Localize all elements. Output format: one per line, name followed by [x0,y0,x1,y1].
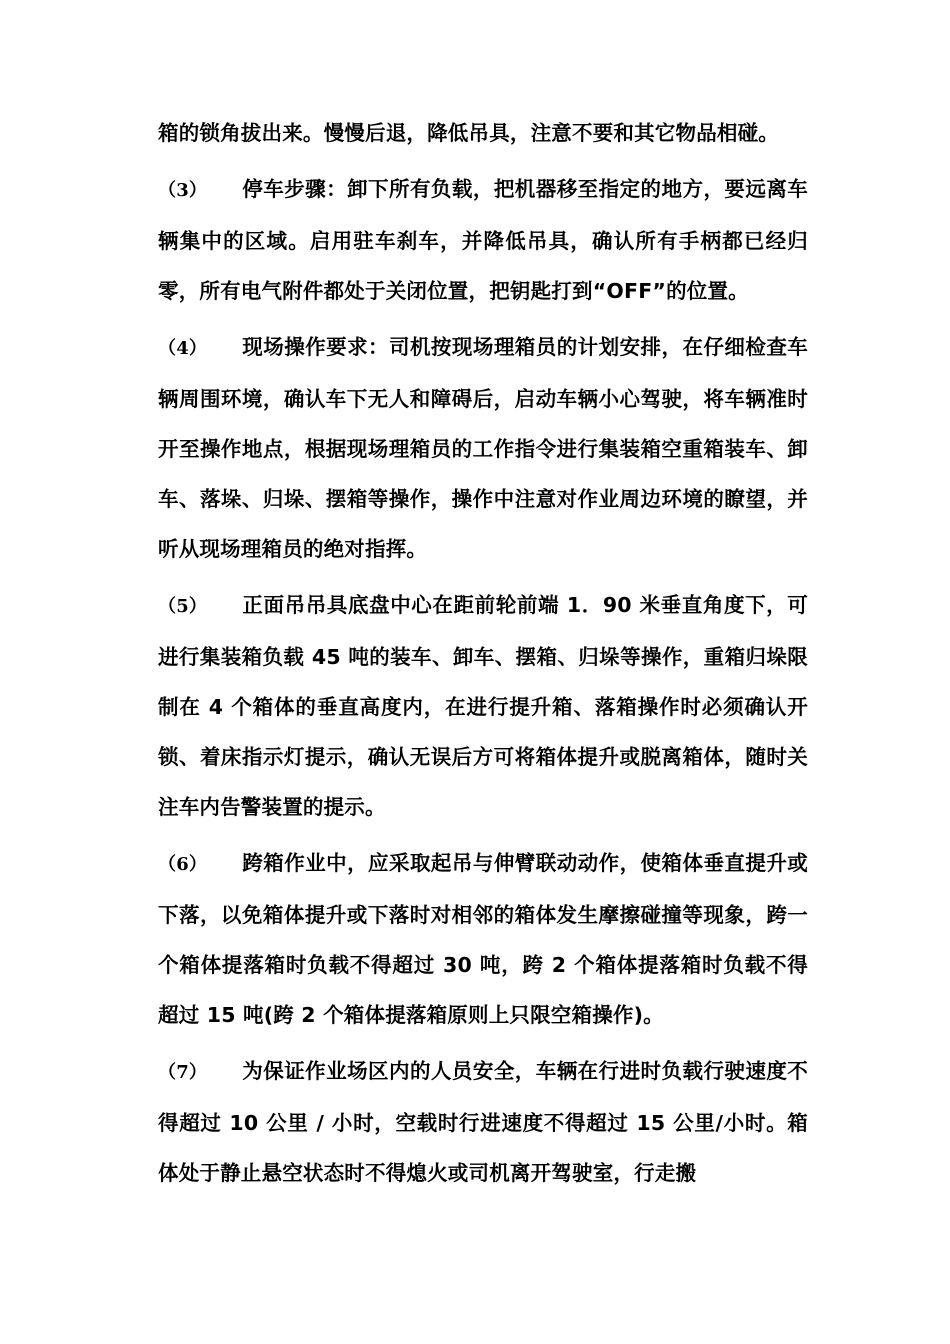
paragraph-6 [158,838,808,1040]
paragraph-number: （3） [158,180,208,201]
paragraph-text: 箱的锁角拔出来。慢慢后退，降低吊具，注意不要和其它物品相碰。 [158,121,779,145]
paragraph-4 [158,322,808,574]
paragraph-text: 为保证作业场区内的人员安全，车辆在行进时负载行驶速度不得超过 10 公里 / 小时，空载时行进速度不得超过 15 公里/小时。箱体处于静止悬空状态时不得熄火或司机离开驾驶室，行走搬 [158,1059,808,1185]
paragraph-number: （6） [158,854,208,875]
paragraph-text: 跨箱作业中，应采取起吊与伸臂联动动作，使箱体垂直提升或下落，以免箱体提升或下落时对相邻的箱体发生摩擦碰撞等现象，跨一个箱体提落箱时负载不得超过 30 吨，跨 2 个箱体提落箱时负载不得超过 15 吨(跨 2 个箱体提落箱原则上只限空箱操作)。 [158,851,808,1027]
paragraph-text: 停车步骤：卸下所有负载，把机器移至指定的地方，要远离车辆集中的区域。启用驻车刹车，并降低吊具，确认所有手柄都已经归零，所有电气附件都处于关闭位置，把钥匙打到“OFF”的位置。 [158,177,808,303]
paragraph-3 [158,164,808,316]
paragraph-number: （4） [158,338,208,359]
paragraph-5 [158,580,808,832]
paragraph-number: （7） [158,1062,208,1083]
paragraph-7 [158,1046,808,1198]
paragraph-continuation [158,108,808,158]
paragraph-text: 正面吊吊具底盘中心在距前轮前端 1．90 米垂直角度下，可进行集装箱负载 45 吨的装车、卸车、摆箱、归垛等操作，重箱归垛限制在 4 个箱体的垂直高度内，在进行提升箱、落箱操作时必须确认开锁、着床指示灯提示，确认无误后方可将箱体提升或脱离箱体，随时关注车内告警装置的提示。 [158,593,808,819]
paragraph-text: 现场操作要求：司机按现场理箱员的计划安排，在仔细检查车辆周围环境，确认车下无人和障碍后，启动车辆小心驾驶，将车辆准时开至操作地点，根据现场理箱员的工作指令进行集装箱空重箱装车、卸车、落垛、归垛、摆箱等操作，操作中注意对作业周边环境的瞭望，并听从现场理箱员的绝对指挥。 [158,335,808,561]
paragraph-number: （5） [158,596,208,617]
document-body [158,108,808,1204]
